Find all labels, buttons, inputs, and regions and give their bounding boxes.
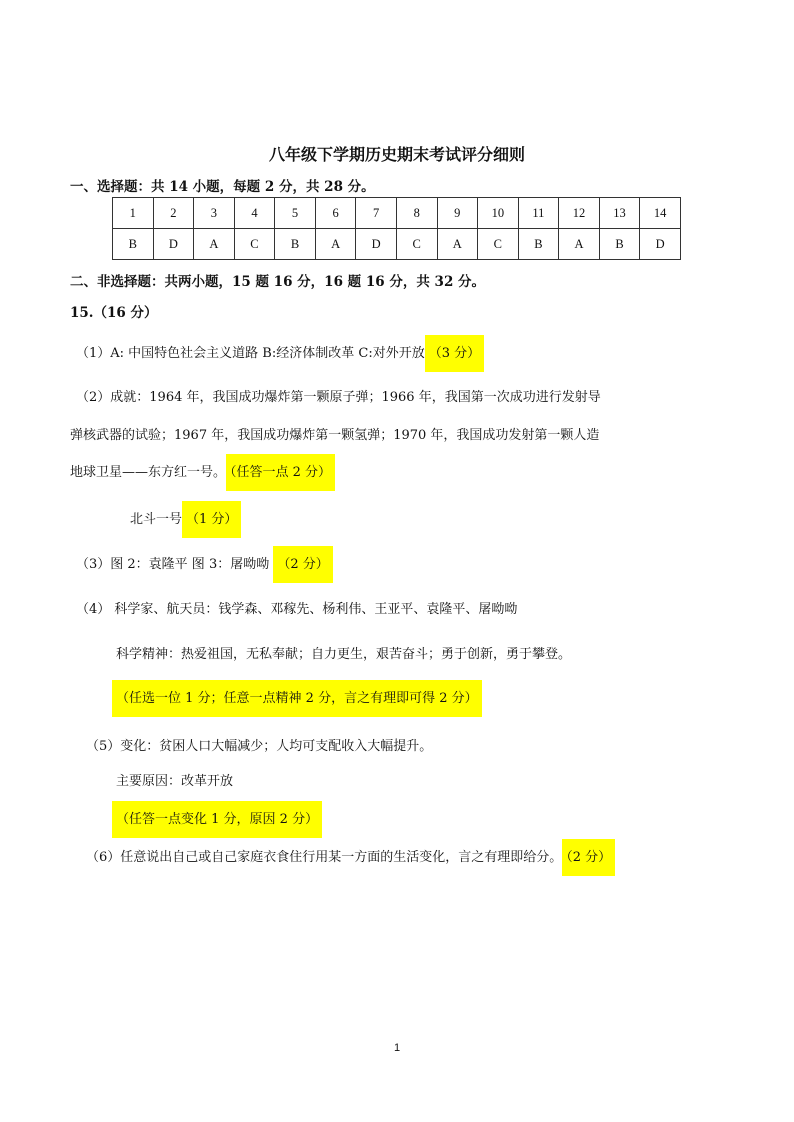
- answer-cell: B: [518, 229, 559, 260]
- q15-part2-line1: （2）成就：1964 年，我国成功爆炸第一颗原子弹；1966 年，我国第一次成功进行发射导: [76, 390, 601, 405]
- q15-part3-score: （2 分）: [273, 546, 332, 583]
- question-number: 8: [396, 198, 437, 229]
- q15-part5-line2: 主要原因：改革开放: [116, 774, 234, 789]
- q15-part3-text: （3）图 2：袁隆平 图 3：屠呦呦: [76, 557, 274, 572]
- q15-part5-score: （任答一点变化 1 分，原因 2 分）: [112, 801, 322, 838]
- answer-cell: A: [559, 229, 600, 260]
- answer-cell: B: [113, 229, 154, 260]
- q15-part3: [76, 553, 333, 572]
- q15-part2-line3-text: 地球卫星——东方红一号。: [70, 465, 227, 480]
- answer-cell: B: [275, 229, 316, 260]
- q15-part4-score-line: [112, 687, 482, 706]
- q15-heading: 15.（16 分）: [70, 305, 158, 321]
- answer-cell: C: [478, 229, 519, 260]
- page-number: 1: [393, 1042, 401, 1054]
- question-number: 14: [640, 198, 681, 229]
- answer-cell: A: [315, 229, 356, 260]
- answer-cell: B: [599, 229, 640, 260]
- q15-part2-line4: [130, 508, 241, 527]
- q15-part6-score: （2 分）: [562, 839, 615, 876]
- answer-cell: A: [437, 229, 478, 260]
- answer-cell: D: [356, 229, 397, 260]
- question-number: 7: [356, 198, 397, 229]
- q15-part2-line3: [70, 461, 335, 480]
- q15-part1: [76, 342, 484, 361]
- answer-table-answer-row: [113, 229, 681, 260]
- question-number: 6: [315, 198, 356, 229]
- q15-part4-score: （任选一位 1 分；任意一点精神 2 分，言之有理即可得 2 分）: [112, 680, 482, 717]
- answer-cell: D: [640, 229, 681, 260]
- question-number: 4: [234, 198, 275, 229]
- q15-part6-text: （6）任意说出自己或自己家庭衣食住行用某一方面的生活变化，言之有理即给分。: [86, 850, 563, 865]
- section1-heading: 一、选择题：共 14 小题，每题 2 分，共 28 分。: [70, 179, 375, 195]
- question-number: 3: [194, 198, 235, 229]
- q15-part5-line1: （5）变化：贫困人口大幅减少；人均可支配收入大幅提升。: [86, 739, 433, 754]
- answer-cell: C: [234, 229, 275, 260]
- question-number: 2: [153, 198, 194, 229]
- section2-heading: 二、非选择题：共两小题，15 题 16 分，16 题 16 分，共 32 分。: [70, 274, 486, 290]
- question-number: 9: [437, 198, 478, 229]
- answer-table-number-row: [113, 198, 681, 229]
- answer-cell: C: [396, 229, 437, 260]
- question-number: 13: [599, 198, 640, 229]
- question-number: 5: [275, 198, 316, 229]
- question-number: 11: [518, 198, 559, 229]
- q15-part4-line1: （4） 科学家、航天员：钱学森、邓稼先、杨利伟、王亚平、袁隆平、屠呦呦: [76, 602, 518, 617]
- q15-part6: [86, 846, 615, 865]
- answer-cell: A: [194, 229, 235, 260]
- question-number: 12: [559, 198, 600, 229]
- question-number: 10: [478, 198, 519, 229]
- q15-part1-text: （1）A: 中国特色社会主义道路 B:经济体制改革 C:对外开放: [76, 346, 425, 361]
- q15-part2-line3-score: （任答一点 2 分）: [226, 454, 335, 491]
- q15-part2-line4-text: 北斗一号: [130, 512, 183, 527]
- question-number: 1: [113, 198, 154, 229]
- q15-part1-score: （3 分）: [425, 335, 484, 372]
- q15-part2-line4-score: （1 分）: [182, 501, 241, 538]
- q15-part4-line2: 科学精神：热爱祖国，无私奉献；自力更生，艰苦奋斗；勇于创新，勇于攀登。: [116, 647, 572, 662]
- page-title: 八年级下学期历史期末考试评分细则: [268, 145, 525, 164]
- answer-cell: D: [153, 229, 194, 260]
- q15-part5-score-line: [112, 808, 322, 827]
- answer-table: [112, 197, 681, 260]
- q15-part2-line2: 弹核武器的试验；1967 年，我国成功爆炸第一颗氢弹；1970 年，我国成功发射第一颗人造: [70, 428, 600, 443]
